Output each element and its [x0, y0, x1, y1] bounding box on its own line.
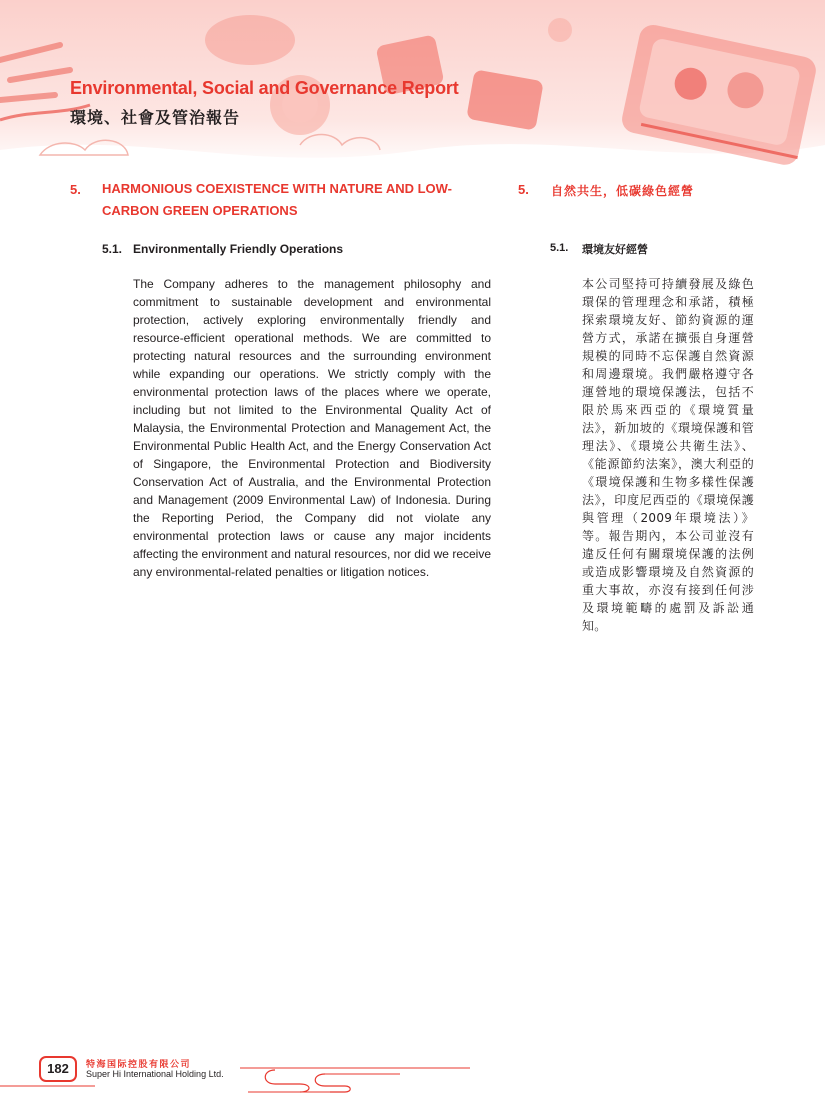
- subsection-number-en: 5.1.: [102, 242, 123, 256]
- company-name-en: Super Hi International Holding Ltd.: [86, 1069, 224, 1079]
- footer-decoration: [0, 1040, 825, 1120]
- body-paragraph-zh: 本公司堅持可持續發展及綠色環保的管理理念和承諾，積極探索環境友好、節約資源的運營方式，承諾在擴張自身運營規模的同時不忘保護自然資源和周邊環境。我們嚴格遵守各運營地的環境保護法，包括不限於馬來西亞的《環境質量法》，新加坡的《環境保護和管理法》、《環境公共衛生法》、《能源節約法案》，澳大利亞的《環境保護和生物多樣性保護法》，印度尼西亞的《環境保護與管理（2009年環境法）》等。報告期內，本公司並沒有違反任何有關環境保護的法例或造成影響環境及自然資源的重大事故，亦沒有接到任何涉及環境範疇的處罰及訴訟通知。: [582, 277, 754, 633]
- body-paragraph-en: The Company adheres to the management philosophy and commitment to sustainable development and environmental protection, actively exploring environmentally friendly and resource-efficient operational methods. We are committed to protecting natural resources and the surrounding environment while expanding our operations. We strictly comply with the environmental protection laws of the places where we operate, including but not limited to the Environmental Quality Act of Malaysia, the Environmental Protection and Management Act, the Environmental Public Health Act, and the Energy Conservation Act of Singapore, the Environmental Protection and Biodiversity Conservation Act of Australia, and the Environmental Protection and Management (2009 Environmental Law) of Indonesia. During the Reporting Period, the Company did not violate any environmental protection laws or cause any major incidents affecting the environment and natural resources, nor did we receive any environmental-related penalties or litigation notices.: [133, 277, 491, 579]
- section-number-en: 5.: [70, 182, 81, 197]
- subsection-title-en: Environmentally Friendly Operations: [133, 242, 344, 256]
- report-title-en: Environmental, Social and Governance Report: [70, 78, 459, 98]
- page-number: 182: [39, 1056, 77, 1082]
- header-banner: [0, 0, 825, 170]
- section-title-en: HARMONIOUS COEXISTENCE WITH NATURE AND LOW-CARBON GREEN OPERATIONS: [102, 181, 453, 218]
- section-title-zh: 自然共生，低碳綠色經營: [551, 184, 695, 198]
- subsection-number-zh: 5.1.: [550, 242, 569, 254]
- subsection-title-zh: 環境友好經營: [582, 243, 648, 256]
- report-title-zh: 環境、社會及管治報告: [70, 108, 241, 127]
- company-name-zh: 特海国际控股有限公司: [86, 1060, 192, 1070]
- section-number-zh: 5.: [518, 182, 529, 197]
